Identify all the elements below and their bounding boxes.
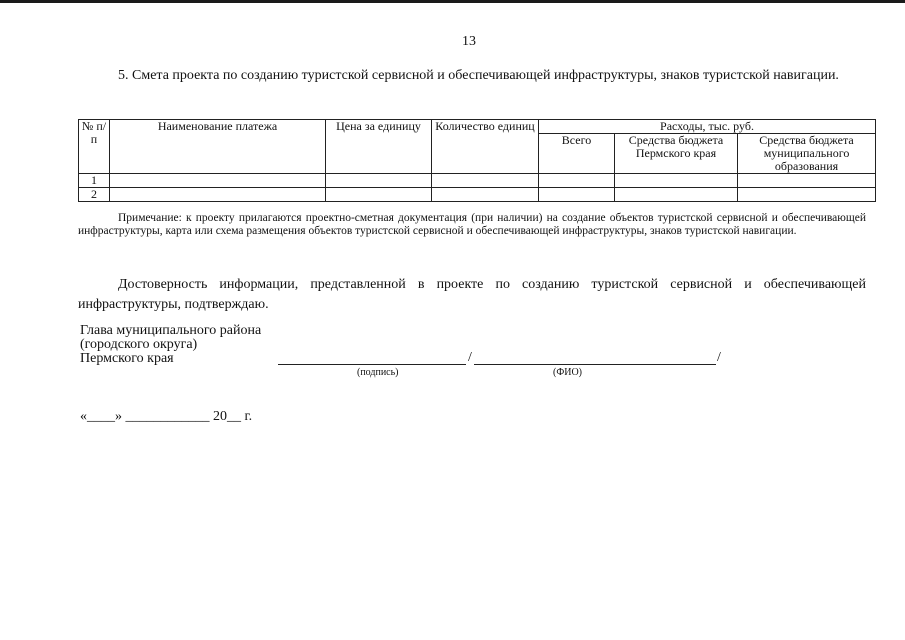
fio-caption: (ФИО) <box>553 367 583 378</box>
table-cell <box>539 188 615 202</box>
table-row <box>79 174 876 188</box>
table-cell <box>539 174 615 188</box>
signatory-line: Глава муниципального района <box>80 323 262 338</box>
table-cell <box>326 188 432 202</box>
table-cell <box>432 174 539 188</box>
table-cell <box>738 174 876 188</box>
section-title: 5. Смета проекта по созданию туристской сервисной и обеспечивающей инфраструктуры, знаков туристской навигации. <box>118 68 839 83</box>
signature-caption: (подпись) <box>357 367 399 378</box>
col-municipal-header: Средства бюджета муниципального образования <box>738 134 876 174</box>
col-price-header: Цена за единицу <box>326 120 432 174</box>
separator-slash: / <box>717 350 721 365</box>
row-number: 2 <box>79 188 110 202</box>
table-cell <box>110 174 326 188</box>
page-number: 13 <box>462 34 476 49</box>
row-number: 1 <box>79 174 110 188</box>
signatory-title <box>80 324 261 366</box>
table-cell <box>110 188 326 202</box>
scan-edge <box>0 0 905 3</box>
signatory-line: (городского округа) <box>80 337 198 352</box>
col-name-header: Наименование платежа <box>110 120 326 174</box>
confirmation-paragraph: Достоверность информации, представленной в проекте по созданию туристской сервисной и обеспечивающей инфраструктуры, подтверждаю. <box>78 277 866 312</box>
col-expenses-header: Расходы, тыс. руб. <box>539 120 876 134</box>
estimate-table <box>78 119 876 202</box>
col-num-header: № п/п <box>79 120 110 174</box>
signatory-line: Пермского края <box>80 351 174 366</box>
table-cell <box>326 174 432 188</box>
table-row <box>79 188 876 202</box>
col-regional-header: Средства бюджета Пермского края <box>615 134 738 174</box>
col-total-header: Всего <box>539 134 615 174</box>
fio-line <box>474 364 716 365</box>
date-line: «____» ____________ 20__ г. <box>80 409 253 424</box>
table-cell <box>615 188 738 202</box>
table-cell <box>432 188 539 202</box>
table-cell <box>738 188 876 202</box>
note-paragraph: Примечание: к проекту прилагаются проектно-сметная документация (при наличии) на создание объектов туристской сервисной и обеспечивающей инфраструктуры, карта или схема размещения объектов туристской сервисной и обеспечивающей инфраструктуры, знаков туристской навигации. <box>78 212 866 237</box>
col-qty-header: Количество единиц <box>432 120 539 174</box>
table-cell <box>615 174 738 188</box>
separator-slash: / <box>468 350 472 365</box>
signature-line <box>278 364 466 365</box>
